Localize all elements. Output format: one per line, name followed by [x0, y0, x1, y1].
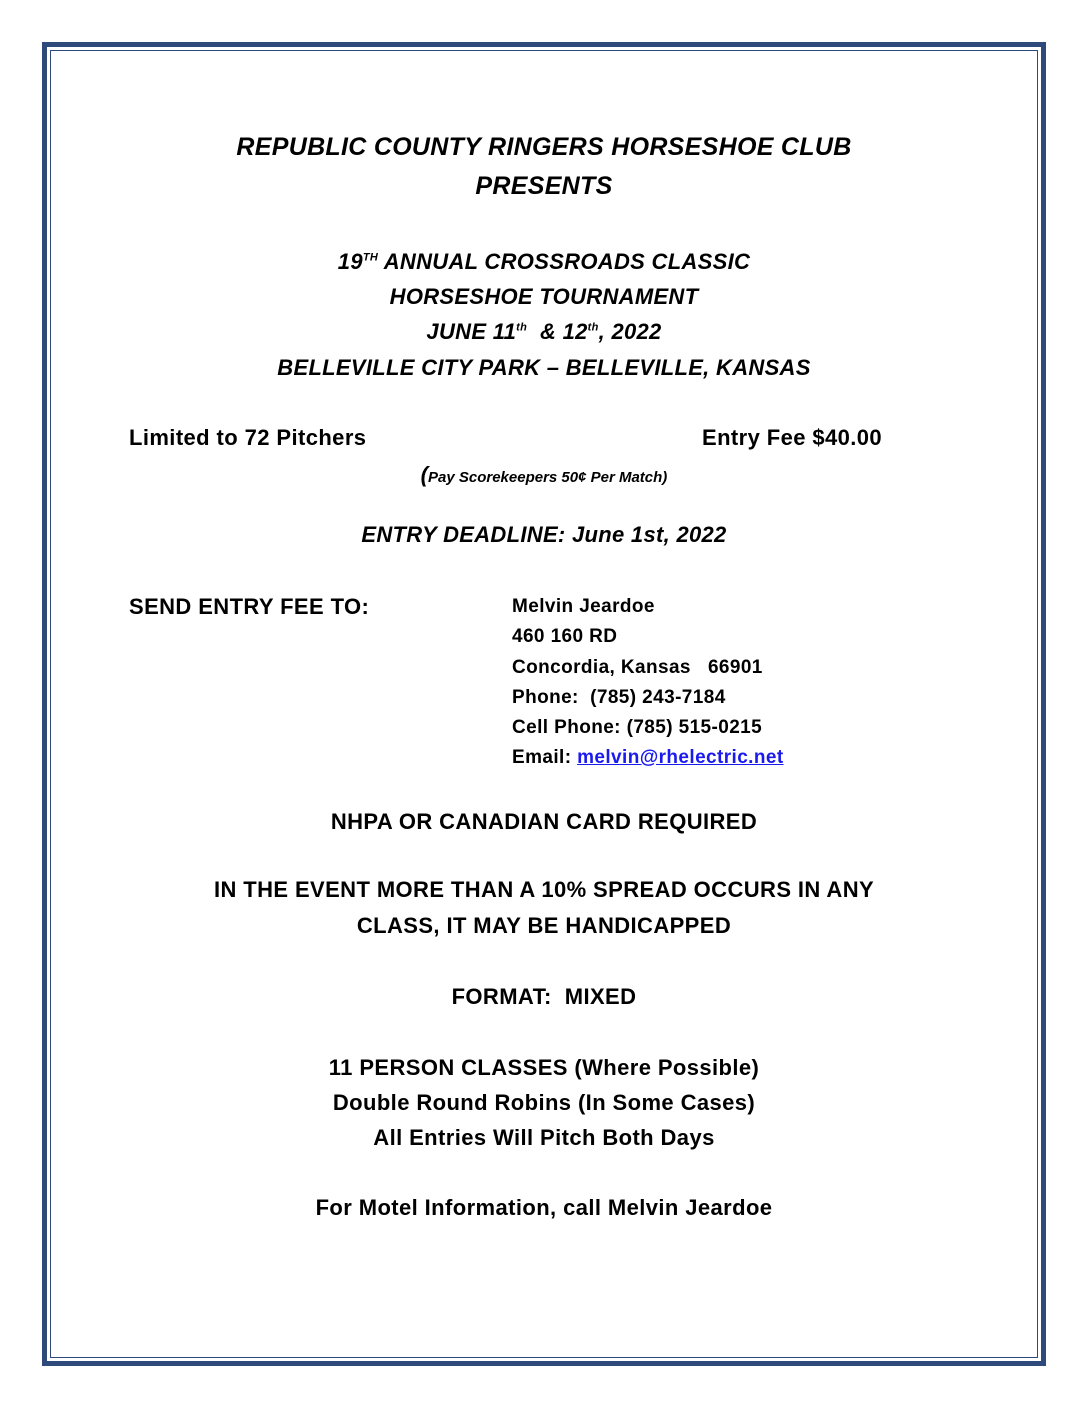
scorekeepers-text: Pay Scorekeepers 50¢ Per Match) [428, 469, 668, 486]
event-date-part: & 12 [527, 319, 588, 344]
contact-cell: Cell Phone: (785) 515-0215 [512, 717, 763, 738]
entry-fee: Entry Fee $40.00 [702, 425, 883, 450]
person-classes: 11 PERSON CLASSES (Where Possible) [328, 1055, 760, 1080]
event-date-suffix: th [516, 321, 528, 334]
both-days: All Entries Will Pitch Both Days [373, 1125, 715, 1150]
event-location: BELLEVILLE CITY PARK – BELLEVILLE, KANSAS [277, 355, 811, 380]
event-name-line2: HORSESHOE TOURNAMENT [389, 284, 699, 309]
event-ordinal-suffix: TH [362, 251, 379, 264]
format-line: FORMAT: MIXED [451, 984, 637, 1009]
event-ordinal: 19 [337, 249, 363, 274]
event-date [0, 319, 1088, 345]
round-robins: Double Round Robins (In Some Cases) [332, 1090, 756, 1115]
spread-rule-line2: CLASS, IT MAY BE HANDICAPPED [356, 913, 732, 938]
contact-email-row [512, 747, 784, 769]
presents-heading: PRESENTS [475, 172, 613, 200]
contact-phone: Phone: (785) 243-7184 [512, 687, 726, 708]
contact-name: Melvin Jeardoe [512, 596, 655, 617]
club-title: REPUBLIC COUNTY RINGERS HORSESHOE CLUB [236, 133, 852, 161]
scorekeepers-note [0, 462, 1088, 488]
contact-city: Concordia, Kansas 66901 [512, 657, 763, 678]
send-entry-label: SEND ENTRY FEE TO: [129, 594, 370, 619]
motel-info: For Motel Information, call Melvin Jeardoe [315, 1195, 773, 1220]
scorekeepers-paren: ( [420, 462, 428, 487]
card-required: NHPA OR CANADIAN CARD REQUIRED [330, 809, 758, 834]
contact-street: 460 160 RD [512, 626, 618, 647]
event-date-part: , 2022 [598, 319, 662, 344]
email-label: Email: [512, 747, 578, 768]
spread-rule-line1: IN THE EVENT MORE THAN A 10% SPREAD OCCURS IN ANY [213, 877, 875, 902]
event-name-line1 [0, 249, 1088, 275]
entry-deadline: ENTRY DEADLINE: June 1st, 2022 [361, 522, 727, 547]
event-date-part: JUNE 11 [426, 319, 517, 344]
event-name-rest: ANNUAL CROSSROADS CLASSIC [378, 249, 751, 274]
event-date-suffix: th [587, 321, 599, 334]
email-link[interactable]: melvin@rhelectric.net [577, 747, 784, 768]
pitcher-limit: Limited to 72 Pitchers [129, 425, 367, 450]
